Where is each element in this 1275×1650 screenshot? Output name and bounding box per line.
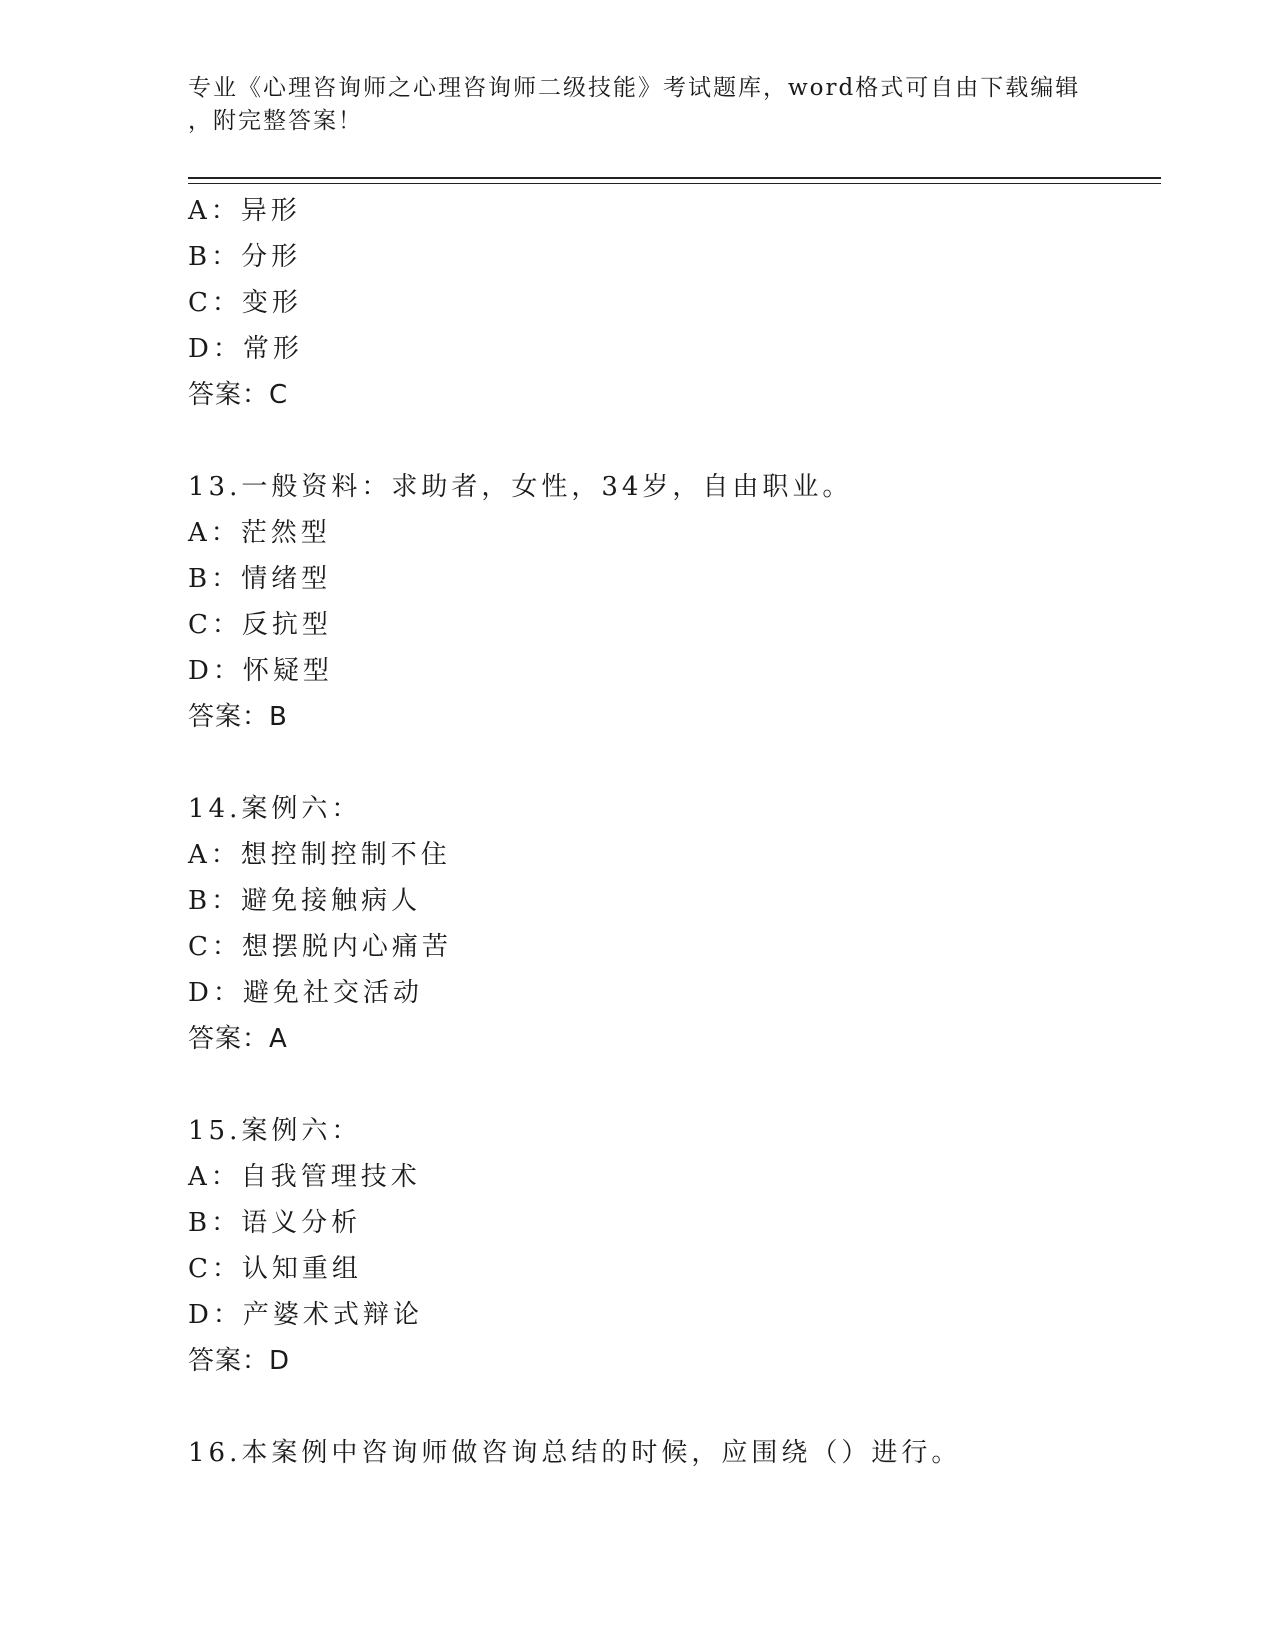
option-d: D：怀疑型 (188, 656, 333, 686)
option-a: A：茫然型 (188, 518, 331, 548)
option-d: D：产婆术式辩论 (188, 1300, 423, 1330)
answer-line: 答案：D (188, 1346, 291, 1376)
option-d: D：常形 (188, 334, 303, 364)
answer-line: 答案：C (188, 380, 289, 410)
document-header (188, 72, 1088, 138)
question-12-tail (188, 188, 1161, 418)
question-16 (188, 1430, 1161, 1476)
question-stem: 15.案例六： (188, 1116, 362, 1146)
option-b: B：情绪型 (188, 564, 332, 594)
header-rule-thick (188, 177, 1161, 179)
question-13 (188, 464, 1161, 740)
option-c: C：反抗型 (188, 610, 332, 640)
question-stem: 16.本案例中咨询师做咨询总结的时候，应围绕（）进行。 (188, 1438, 962, 1468)
question-list (188, 188, 1161, 1476)
header-line-1: 专业《心理咨询师之心理咨询师二级技能》考试题库，word格式可自由下载编辑 (188, 75, 1081, 101)
question-stem: 13.一般资料：求助者，女性，34岁，自由职业。 (188, 472, 853, 502)
question-15 (188, 1108, 1161, 1384)
option-b: B：避免接触病人 (188, 886, 422, 916)
option-d: D：避免社交活动 (188, 978, 423, 1008)
option-b: B：语义分析 (188, 1208, 362, 1238)
option-a: A：异形 (188, 196, 301, 226)
question-14 (188, 786, 1161, 1062)
option-a: A：想控制控制不住 (188, 840, 451, 870)
question-stem: 14.案例六： (188, 794, 362, 824)
option-b: B：分形 (188, 242, 302, 272)
header-rule-thin (188, 183, 1161, 184)
option-c: C：认知重组 (188, 1254, 362, 1284)
option-c: C：变形 (188, 288, 302, 318)
option-a: A：自我管理技术 (188, 1162, 421, 1192)
answer-line: 答案：B (188, 702, 288, 732)
option-c: C：想摆脱内心痛苦 (188, 932, 452, 962)
header-line-2: ，附完整答案！ (188, 108, 363, 134)
answer-line: 答案：A (188, 1024, 288, 1054)
